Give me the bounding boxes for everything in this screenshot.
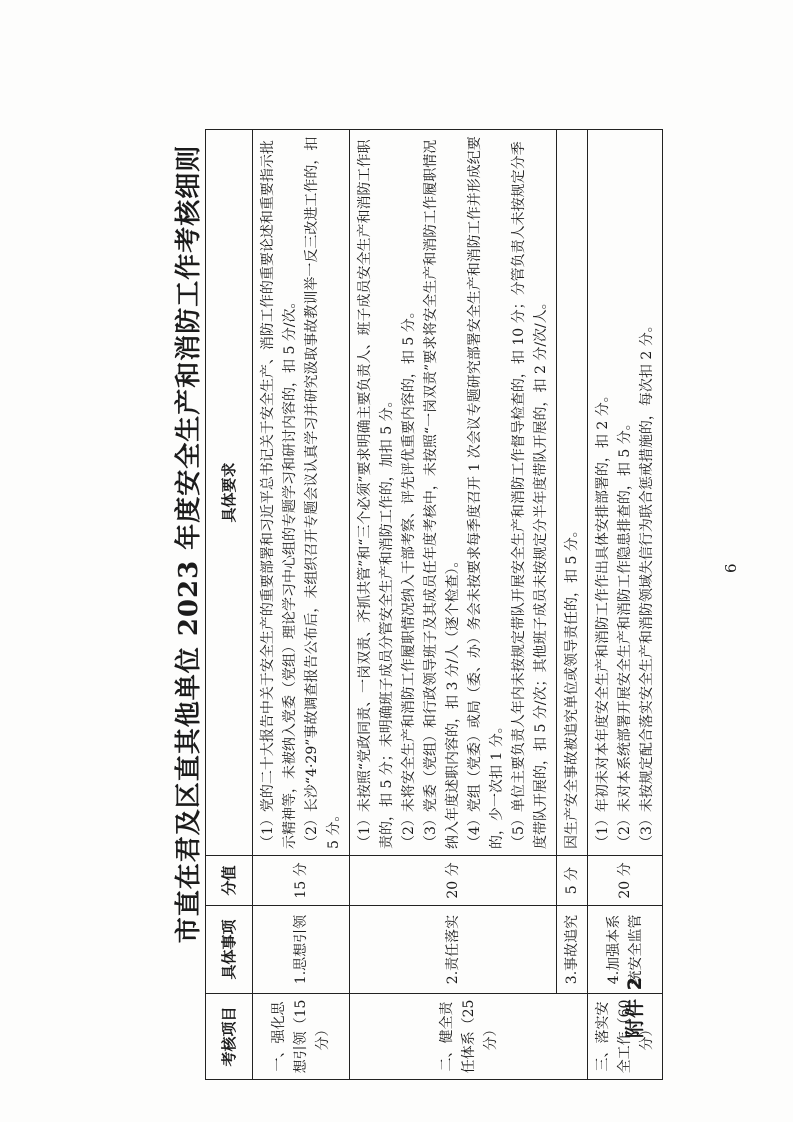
- page-number: 6: [722, 563, 740, 573]
- requirements-cell: [557, 130, 588, 856]
- requirement-text: （4）党组（党委）或局（委、办）务会未按要求每季度召开 1 次会议专题研究部署安全生产和消防工作并形成纪要的，少一次扣 1 分。: [467, 136, 505, 849]
- table-row: [588, 130, 663, 1080]
- annex-label: 附件 2: [624, 976, 646, 1038]
- requirement-text: 因生产安全事故被追究单位或领导责任的，扣 5 分。: [564, 523, 580, 849]
- score-cell: 20 分: [588, 856, 663, 906]
- requirement-text: （1）年初未对本年度安全生产和消防工作作出具体安排部署的，扣 2 分。: [595, 388, 611, 849]
- category-cell: 二、健全责任体系（25 分）: [350, 994, 588, 1080]
- requirements-cell: [588, 130, 663, 856]
- item-cell: 2.责任落实: [350, 906, 557, 994]
- header-requirements: 具体要求: [206, 130, 253, 856]
- category-cell: 三、落实安全工作（60 分）: [588, 994, 663, 1080]
- requirement-text: （1）未按照“党政同责、一岗双责、齐抓共管”和“三个必须”要求明确主要负责人、班子成员安全生产和消防工作职责的，扣 5 分；未明确班子成员分管安全生产和消防工作的，加扣 5 分。: [357, 139, 395, 849]
- requirement-text: （2）未将安全生产和消防工作履职情况纳入干部考察、评先评优重要内容的，扣 5 分。: [401, 304, 417, 849]
- table-row: [253, 130, 350, 1080]
- requirement-text: （3）未按规定配合落实安全生产和消防领域失信行为联合惩戒措施的，每次扣 2 分。: [639, 318, 655, 849]
- table-row: [557, 130, 588, 1080]
- requirements-cell: [253, 130, 350, 856]
- requirement-text: （2）未对本系统部署开展安全生产和消防工作隐患排查的，扣 5 分。: [617, 416, 633, 849]
- item-cell: 1.思想引领: [253, 906, 350, 994]
- requirement-text: （1）党的二十大报告中关于安全生产的重要部署和习近平总书记关于安全生产、消防工作的重要论述和重要指示批示精神等，未被纳入党委（党组）理论学习中心组的专题学习和研讨内容的，扣 5 分/次。: [260, 140, 298, 849]
- requirement-text: （2）长沙“4·29”事故调查报告公布后，未组织召开专题会议认真学习并研究汲取事故教训举一反三改进工作的，扣 5 分。: [304, 136, 342, 849]
- requirement-text: （5）单位主要负责人年内未按规定带队开展安全生产和消防工作督导检查的，扣 10 分；分管负责人未按规定分季度带队开展的，扣 5 分/次；其他班子成员未按规定分半年度带队开展的，扣 2 分/次/人。: [511, 141, 549, 849]
- item-cell: 3.事故追究: [557, 906, 588, 994]
- document-title: 市直在君及区直其他单位 2023 年度安全生产和消防工作考核细则: [174, 144, 204, 944]
- assessment-table: [205, 129, 663, 1080]
- requirements-cell: [350, 130, 557, 856]
- item-cell: 4.加强本系统安全监管: [588, 906, 663, 994]
- requirement-text: （3）党委（党组）和行政领导班子及其成员任年度考核中，未按照“一岗双责”要求将安全生产和消防工作履职情况纳入年度述职内容的，扣 3 分/人（逐个检查）。: [423, 139, 461, 849]
- score-cell: 20 分: [350, 856, 557, 906]
- category-cell: 一、强化思想引领（15 分）: [253, 994, 350, 1080]
- header-score: 分值: [206, 856, 253, 906]
- score-cell: 5 分: [557, 856, 588, 906]
- score-cell: 15 分: [253, 856, 350, 906]
- header-assessment-item: 考核项目: [206, 994, 253, 1080]
- table-row: [350, 130, 557, 1080]
- header-specific-item: 具体事项: [206, 906, 253, 994]
- table-header-row: [206, 130, 253, 1080]
